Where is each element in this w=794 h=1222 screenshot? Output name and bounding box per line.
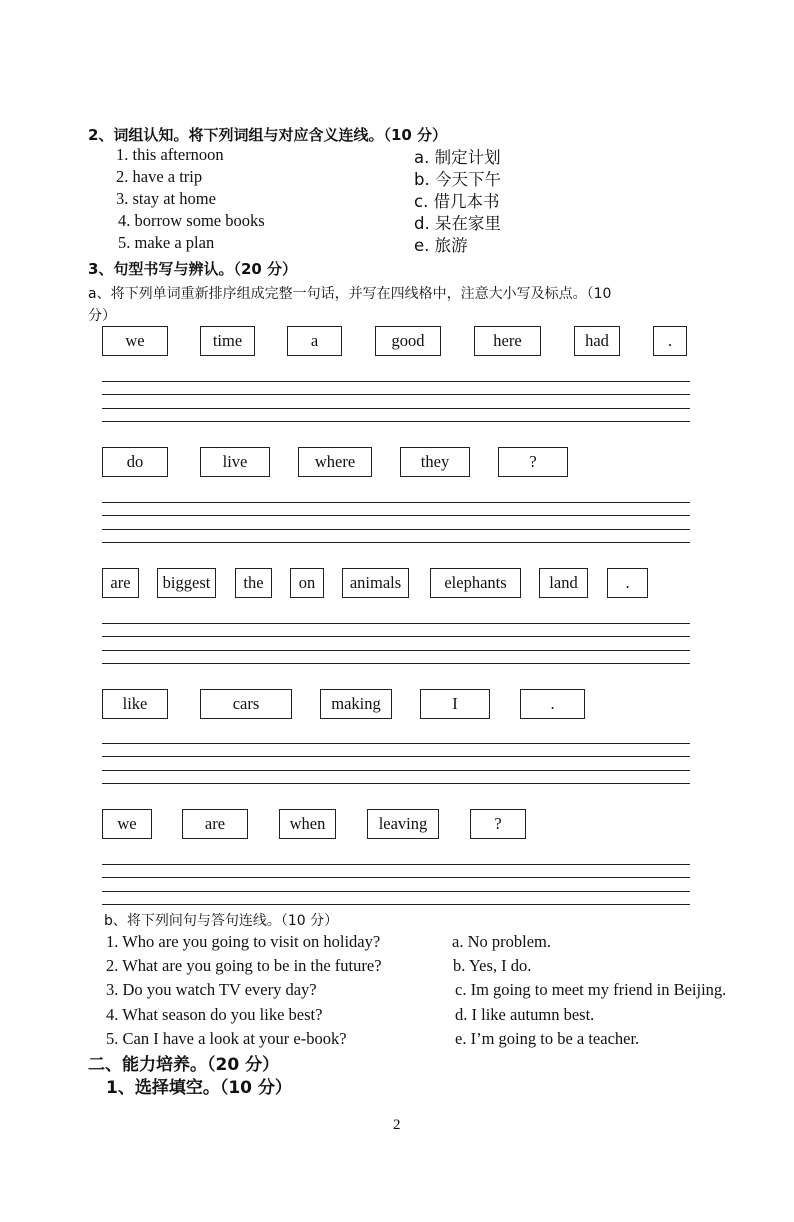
writing-line (102, 636, 690, 637)
word-box: here (474, 326, 541, 356)
writing-line (102, 770, 690, 771)
word-box: . (520, 689, 585, 719)
word-box: land (539, 568, 588, 598)
question-item: 4. What season do you like best? (106, 1005, 323, 1024)
word-box: when (279, 809, 336, 839)
question-item: 5. Can I have a look at your e-book? (106, 1029, 347, 1048)
writing-line (102, 381, 690, 382)
word-box: had (574, 326, 620, 356)
writing-line (102, 502, 690, 503)
part-b-instruction: b、将下列问句与答句连线。（10 分） (104, 913, 339, 929)
writing-line (102, 542, 690, 543)
writing-line (102, 515, 690, 516)
phrase-item: 1. this afternoon (116, 145, 224, 164)
word-box: animals (342, 568, 409, 598)
word-box: . (653, 326, 687, 356)
word-box: live (200, 447, 270, 477)
writing-line (102, 529, 690, 530)
word-box: they (400, 447, 470, 477)
writing-line (102, 650, 690, 651)
answer-item: b. Yes, I do. (453, 956, 532, 975)
word-box: leaving (367, 809, 439, 839)
phrase-item: 2. have a trip (116, 167, 203, 186)
word-box: a (287, 326, 342, 356)
writing-line (102, 663, 690, 664)
word-box: on (290, 568, 324, 598)
answer-item: e. I’m going to be a teacher. (455, 1029, 640, 1048)
writing-line (102, 408, 690, 409)
writing-line (102, 891, 690, 892)
word-box: I (420, 689, 490, 719)
word-box: the (235, 568, 272, 598)
phrase-item: 3. stay at home (116, 189, 216, 208)
part-a-instruction: a、将下列单词重新排序组成完整一句话，并写在四线格中，注意大小写及标点。（10 (88, 286, 612, 302)
answer-item: d. I like autumn best. (455, 1005, 595, 1024)
word-box: we (102, 326, 168, 356)
meaning-item: d. 呆在家里 (414, 214, 501, 233)
word-box: we (102, 809, 152, 839)
writing-line (102, 904, 690, 905)
word-box: ? (470, 809, 526, 839)
word-box: like (102, 689, 168, 719)
writing-line (102, 394, 690, 395)
section-3-heading: 3、句型书写与辨认。（20 分） (88, 260, 298, 278)
word-box: do (102, 447, 168, 477)
meaning-item: b. 今天下午 (414, 170, 501, 189)
question-item: 1. Who are you going to visit on holiday? (106, 932, 381, 951)
question-item: 3. Do you watch TV every day? (106, 980, 317, 999)
writing-line (102, 421, 690, 422)
section-2-heading: 2、词组认知。将下列词组与对应含义连线。（10 分） (88, 126, 448, 144)
part-two-subheading: 1、选择填空。（10 分） (106, 1078, 292, 1098)
writing-line (102, 756, 690, 757)
phrase-item: 4. borrow some books (118, 211, 265, 230)
question-item: 2. What are you going to be in the future? (106, 956, 382, 975)
word-box: biggest (157, 568, 216, 598)
writing-line (102, 877, 690, 878)
writing-line (102, 864, 690, 865)
meaning-item: a. 制定计划 (414, 148, 501, 167)
word-box: good (375, 326, 441, 356)
word-box: time (200, 326, 255, 356)
answer-item: c. Im going to meet my friend in Beijing. (455, 980, 727, 999)
word-box: are (182, 809, 248, 839)
word-box: elephants (430, 568, 521, 598)
phrase-item: 5. make a plan (118, 233, 215, 252)
writing-line (102, 623, 690, 624)
meaning-item: e. 旅游 (414, 236, 468, 255)
part-a-instruction-cont: 分） (88, 308, 116, 324)
part-two-heading: 二、能力培养。（20 分） (88, 1055, 280, 1075)
word-box: ? (498, 447, 568, 477)
writing-line (102, 743, 690, 744)
word-box: . (607, 568, 648, 598)
word-box: are (102, 568, 139, 598)
word-box: cars (200, 689, 292, 719)
word-box: where (298, 447, 372, 477)
writing-line (102, 783, 690, 784)
page-number: 2 (393, 1117, 401, 1133)
word-box: making (320, 689, 392, 719)
answer-item: a. No problem. (452, 932, 551, 951)
meaning-item: c. 借几本书 (414, 192, 500, 211)
